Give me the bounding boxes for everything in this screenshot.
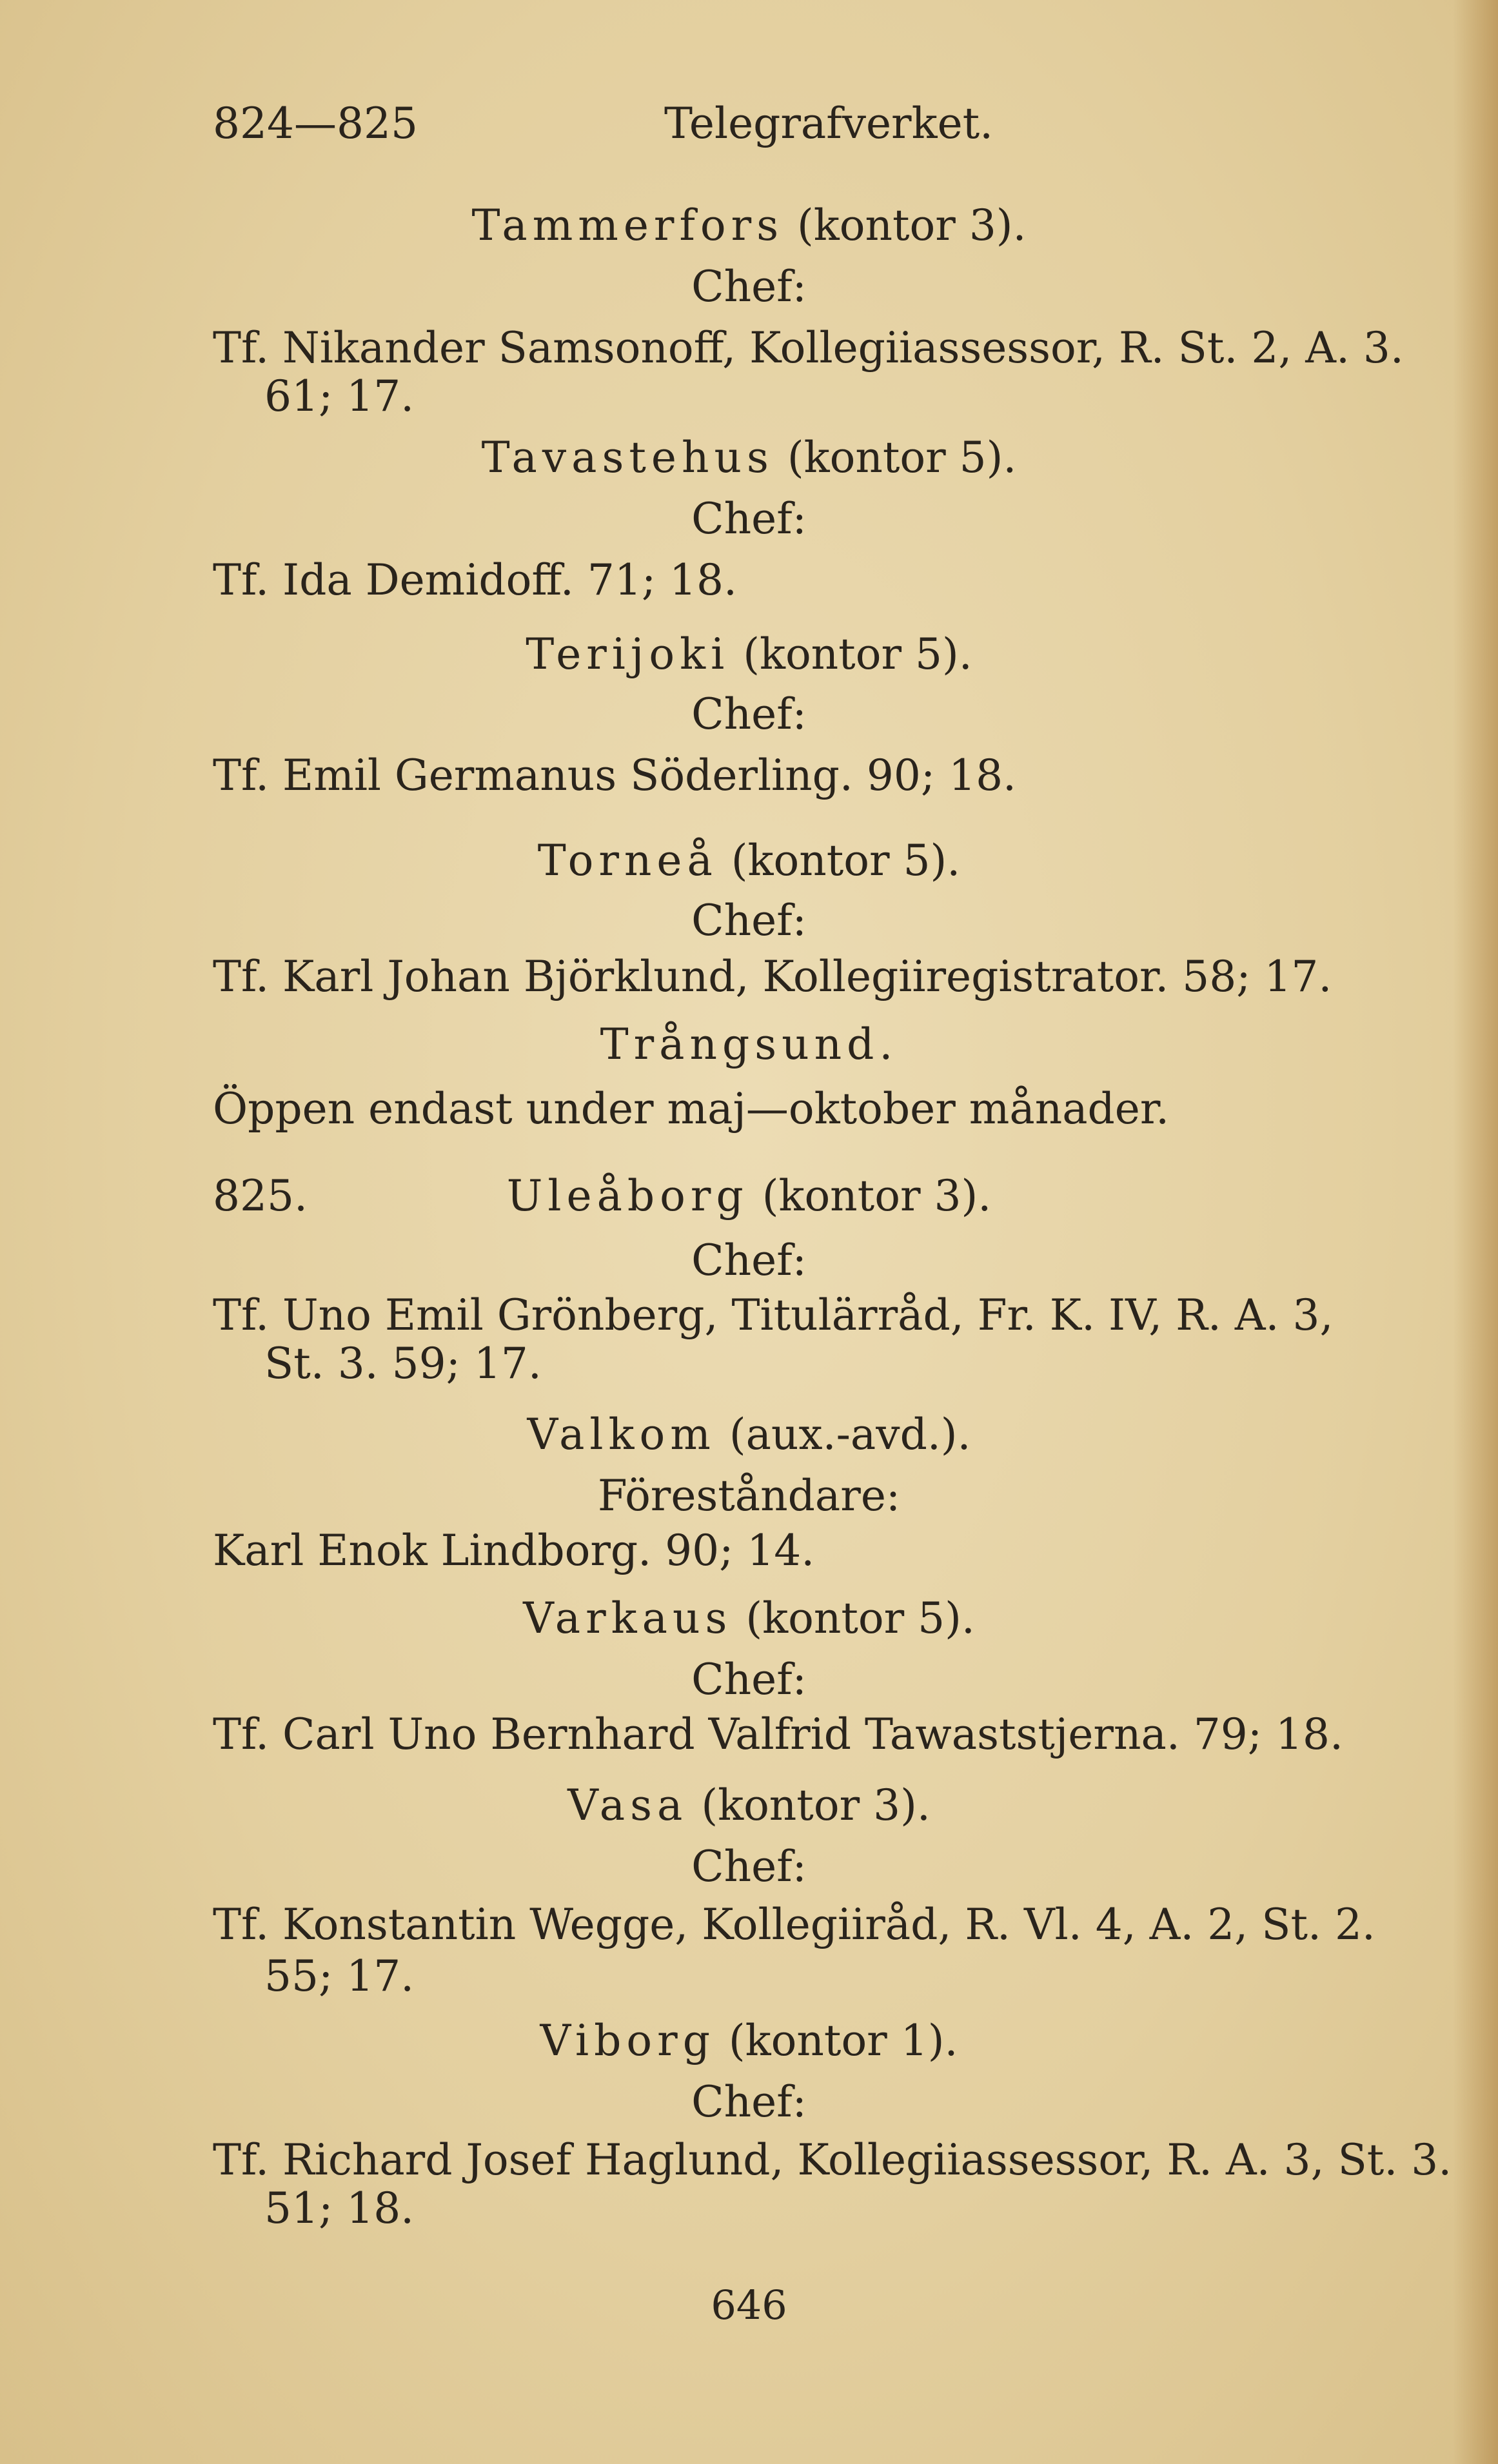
office-type: (kontor 5). [773, 433, 1017, 482]
role-label: Chef: [691, 2077, 807, 2127]
page-folio: 646 [711, 2282, 787, 2329]
entry-line: Karl Enok Lindborg. 90; 14. [213, 1526, 815, 1575]
role-label: Chef: [691, 494, 807, 544]
office-type: (kontor 5). [732, 1593, 975, 1643]
entry-line: Tf. Nikander Samsonoff, Kollegiiassessor, R. St. 2, A. 3. [213, 323, 1404, 373]
office-type: (kontor 3). [687, 1780, 931, 1830]
entry-heading [0, 835, 1498, 887]
office-type: (kontor 1). [715, 2016, 958, 2065]
header-page-numbers: 824—825 [213, 99, 418, 148]
entry-line: St. 3. 59; 17. [264, 1339, 542, 1388]
role-label: Chef: [691, 1236, 807, 1285]
entry-line: 55; 17. [264, 1951, 415, 2001]
office-type: (kontor 5). [717, 836, 961, 885]
role-label: Chef: [691, 896, 807, 945]
entry-line: Öppen endast under maj—oktober månader. [213, 1084, 1170, 1134]
role-label: Föreståndare: [597, 1471, 901, 1521]
place-name: Varkaus [523, 1593, 733, 1643]
section-number: 825. [213, 1171, 308, 1221]
role-label: Chef: [691, 689, 807, 739]
entry-heading [0, 629, 1498, 680]
entry-line: Tf. Emil Germanus Söderling. 90; 18. [213, 751, 1017, 800]
entry-line: 61; 17. [264, 371, 415, 421]
entry-heading [0, 200, 1498, 251]
entry-heading [0, 2015, 1498, 2067]
entry-line: Tf. Richard Josef Haglund, Kollegiiassessor, R. A. 3, St. 3. [213, 2135, 1452, 2185]
place-name: Torneå [537, 836, 718, 885]
entry-heading [0, 1780, 1498, 1831]
entry-line: Tf. Konstantin Wegge, Kollegiiråd, R. Vl. 4, A. 2, St. 2. [213, 1900, 1375, 1949]
place-name: Terijoki [526, 629, 730, 679]
entry-line: Tf. Karl Johan Björklund, Kollegiiregistrator. 58; 17. [213, 952, 1332, 1001]
role-label: Chef: [691, 1842, 807, 1891]
entry-line: 51; 18. [264, 2183, 415, 2233]
entry-heading [0, 1593, 1498, 1644]
place-name: Trångsund. [600, 1020, 898, 1069]
header-running-title: Telegrafverket. [664, 99, 994, 148]
entry-heading [0, 1409, 1498, 1461]
place-name: Tammerfors [471, 201, 784, 250]
entry-heading [0, 1019, 1498, 1070]
place-name: Tavastehus [481, 433, 774, 482]
entry-line: Tf. Uno Emil Grönberg, Titulärråd, Fr. K. IV, R. A. 3, [213, 1290, 1334, 1340]
entry-heading [0, 1170, 1498, 1222]
entry-heading [0, 432, 1498, 484]
office-type: (kontor 3). [783, 201, 1027, 250]
office-type: (kontor 3). [748, 1171, 992, 1221]
entry-line: Tf. Carl Uno Bernhard Valfrid Tawaststjerna. 79; 18. [213, 1710, 1343, 1759]
place-name: Viborg [540, 2016, 715, 2065]
place-name: Vasa [567, 1780, 688, 1830]
role-label: Chef: [691, 1655, 807, 1704]
entry-line: Tf. Ida Demidoff. 71; 18. [213, 555, 738, 605]
office-type: (aux.-avd.). [715, 1410, 971, 1459]
office-type: (kontor 5). [729, 629, 972, 679]
place-name: Uleåborg [506, 1171, 749, 1221]
role-label: Chef: [691, 262, 807, 311]
place-name: Valkom [527, 1410, 716, 1459]
